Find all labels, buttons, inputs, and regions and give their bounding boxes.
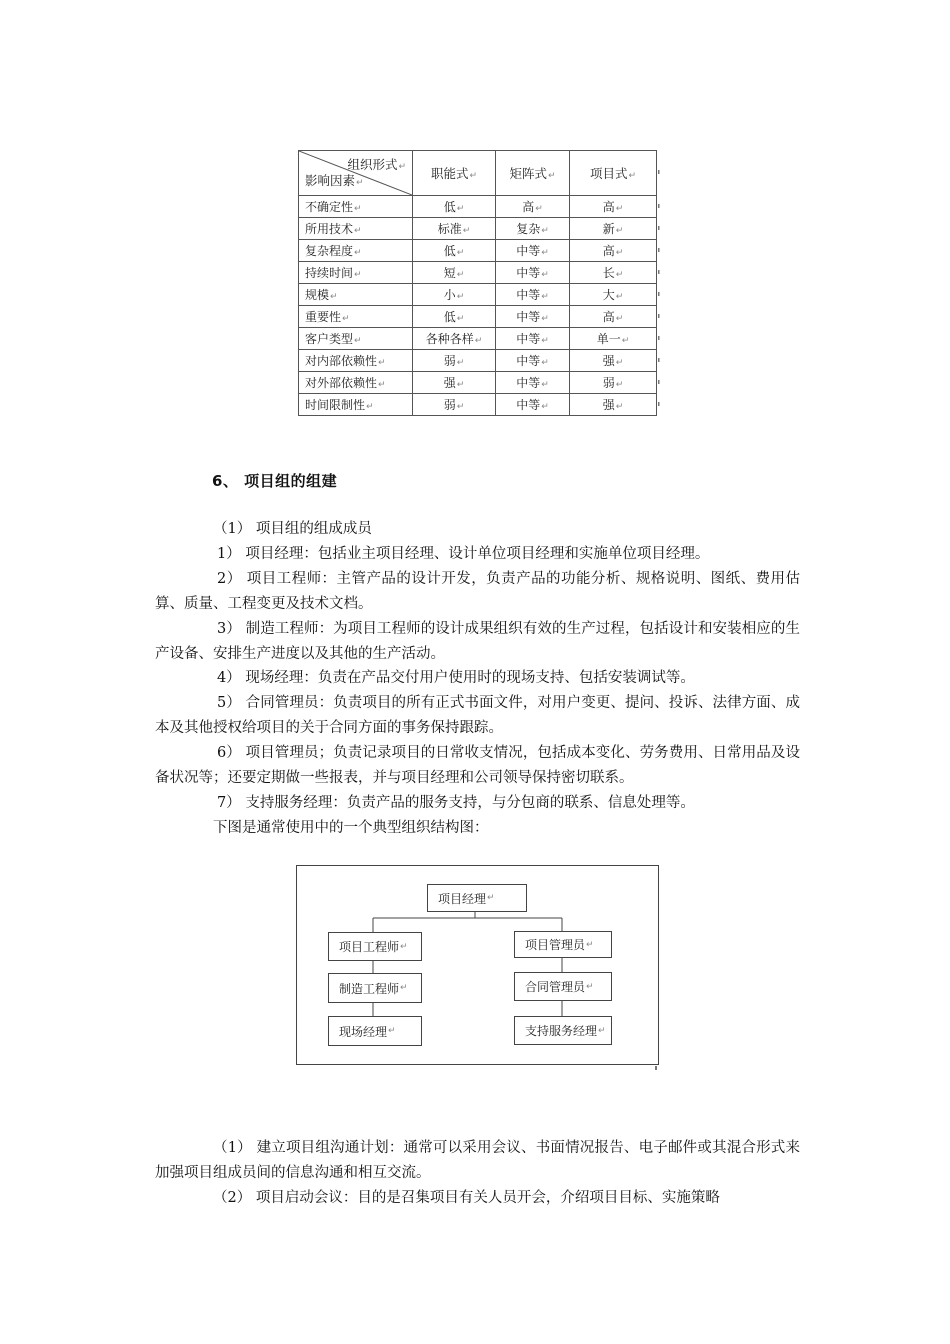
factor-cell: 持续时间↵ — [299, 262, 413, 284]
value-cell: 强↵ — [413, 372, 496, 394]
member-item: 5） 合同管理员：负责项目的所有正式书面文件，对用户变更、提问、投诉、法律方面、成本及其他授权给项目的关于合同方面的事务保持跟踪。 — [155, 695, 800, 736]
table-row — [299, 196, 657, 218]
column-header: 矩阵式↵ — [496, 151, 570, 196]
value-cell: 低↵ — [413, 240, 496, 262]
factor-cell: 对外部依赖性↵ — [299, 372, 413, 394]
value-cell: 低↵ — [413, 306, 496, 328]
value-cell: 弱↵ — [570, 372, 657, 394]
value-cell: 各种各样↵ — [413, 328, 496, 350]
factor-cell: 不确定性↵ — [299, 196, 413, 218]
org-node-right: 支持服务经理 ↵ — [514, 1016, 612, 1045]
value-cell: 强↵ — [570, 394, 657, 416]
org-node-right: 合同管理员 ↵ — [514, 972, 612, 1001]
org-chart-intro: 下图是通常使用中的一个典型组织结构图： — [213, 820, 489, 836]
table-row — [299, 306, 657, 328]
value-cell: 短↵ — [413, 262, 496, 284]
org-node-left: 现场经理 ↵ — [328, 1016, 422, 1046]
table-header-row — [299, 151, 657, 196]
value-cell: 中等↵ — [496, 306, 570, 328]
member-item: 2） 项目工程师：主管产品的设计开发，负责产品的功能分析、规格说明、图纸、费用估算、质量、工程变更及技术文档。 — [155, 571, 800, 612]
column-header: 项目式↵ — [570, 151, 657, 196]
table-row — [299, 240, 657, 262]
value-cell: 新↵ — [570, 218, 657, 240]
column-header: 职能式↵ — [413, 151, 496, 196]
factor-cell: 所用技术↵ — [299, 218, 413, 240]
value-cell: 单一↵ — [570, 328, 657, 350]
table-row — [299, 284, 657, 306]
table-row — [299, 328, 657, 350]
value-cell: 中等↵ — [496, 284, 570, 306]
org-node-right: 项目管理员 ↵ — [514, 931, 612, 958]
value-cell: 中等↵ — [496, 262, 570, 284]
factor-cell: 重要性↵ — [299, 306, 413, 328]
subheading: （1） 项目组的组成成员 — [213, 521, 372, 537]
value-cell: 强↵ — [570, 350, 657, 372]
value-cell: 高↵ — [496, 196, 570, 218]
member-item: 4） 现场经理：负责在产品交付用户使用时的现场支持、包括安装调试等。 — [217, 670, 695, 686]
value-cell: 中等↵ — [496, 328, 570, 350]
value-cell: 高↵ — [570, 306, 657, 328]
table-corner-cell — [299, 151, 413, 196]
section-heading: 6、 项目组的组建 — [212, 472, 338, 490]
table-row — [299, 394, 657, 416]
table-row — [299, 350, 657, 372]
table-row — [299, 218, 657, 240]
member-item: 1） 项目经理：包括业主项目经理、设计单位项目经理和实施单位项目经理。 — [217, 546, 710, 562]
org-node-root: 项目经理 ↵ — [427, 884, 527, 912]
member-item: 7） 支持服务经理：负责产品的服务支持，与分包商的联系、信息处理等。 — [217, 795, 695, 811]
org-node-left: 制造工程师 ↵ — [328, 973, 422, 1003]
value-cell: 中等↵ — [496, 350, 570, 372]
value-cell: 中等↵ — [496, 394, 570, 416]
factor-cell: 时间限制性↵ — [299, 394, 413, 416]
value-cell: 中等↵ — [496, 372, 570, 394]
member-item: 6） 项目管理员；负责记录项目的日常收支情况，包括成本变化、劳务费用、日常用品及设备状况等；还要定期做一些报表，并与项目经理和公司领导保持密切联系。 — [155, 745, 800, 786]
row-end-marks — [656, 150, 662, 414]
table-row — [299, 372, 657, 394]
value-cell: 低↵ — [413, 196, 496, 218]
factor-cell: 复杂程度↵ — [299, 240, 413, 262]
value-cell: 长↵ — [570, 262, 657, 284]
paragraph-comm-plan: （1） 建立项目组沟通计划：通常可以采用会议、书面情况报告、电子邮件或其混合形式来加强项目组成员间的信息沟通和相互交流。 — [155, 1140, 800, 1181]
value-cell: 弱↵ — [413, 350, 496, 372]
member-item: 3） 制造工程师：为项目工程师的设计成果组织有效的生产过程，包括设计和安装相应的生产设备、安排生产进度以及其他的生产活动。 — [155, 621, 800, 662]
value-cell: 小↵ — [413, 284, 496, 306]
value-cell: 大↵ — [570, 284, 657, 306]
factor-cell: 对内部依赖性↵ — [299, 350, 413, 372]
value-cell: 弱↵ — [413, 394, 496, 416]
value-cell: 复杂↵ — [496, 218, 570, 240]
org-form-comparison-table — [298, 150, 657, 416]
corner-bottom-label: 影响因素↵ — [305, 173, 364, 188]
value-cell: 标准↵ — [413, 218, 496, 240]
corner-top-label: 组织形式↵ — [347, 157, 406, 172]
factor-cell: 规模↵ — [299, 284, 413, 306]
factor-cell: 客户类型↵ — [299, 328, 413, 350]
table-row — [299, 262, 657, 284]
value-cell: 高↵ — [570, 196, 657, 218]
paragraph-kickoff: （2） 项目启动会议：目的是召集项目有关人员开会，介绍项目目标、实施策略 — [213, 1190, 720, 1206]
value-cell: 高↵ — [570, 240, 657, 262]
value-cell: 中等↵ — [496, 240, 570, 262]
org-node-left: 项目工程师 ↵ — [328, 932, 422, 961]
